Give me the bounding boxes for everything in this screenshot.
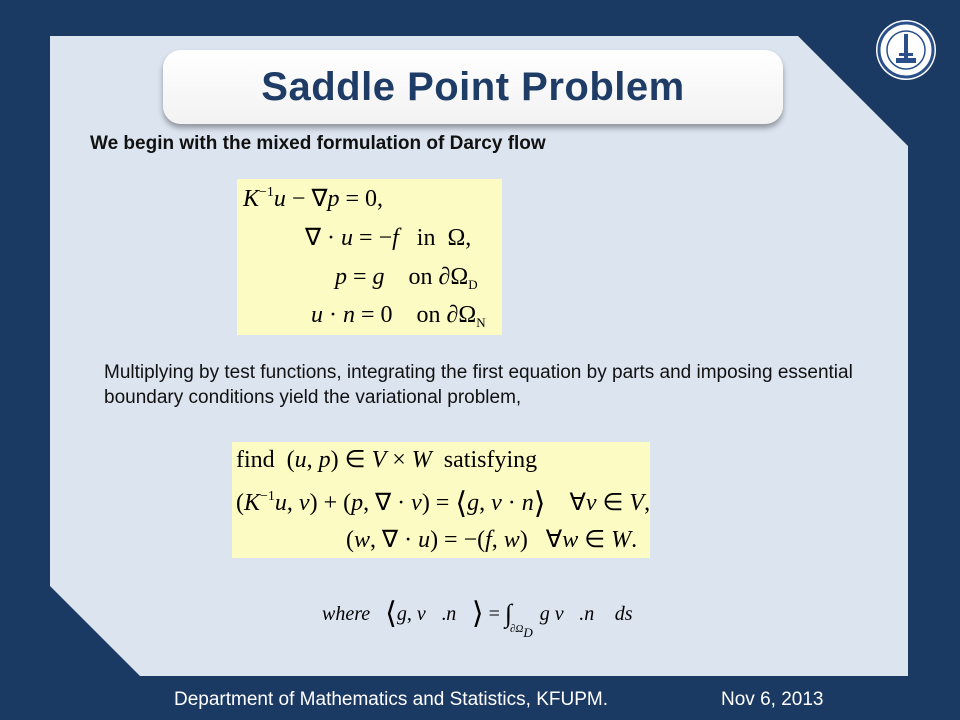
- footer-date: Nov 6, 2013: [721, 689, 824, 710]
- equation-line-1: $K^{-1}u - \nabla p = 0$,: [243, 185, 384, 212]
- content-panel: [50, 36, 908, 676]
- darcy-equations-box: [237, 179, 502, 335]
- equation-line-4: u · n = 0 on $\partial\Omega_N$: [311, 302, 486, 330]
- boundary-integral-definition: where ⟨g, v⃗.n⃗⟩ = $\int_{\partial\Omega_D}$ g v⃗.n⃗ ds: [322, 597, 633, 640]
- equation-line-3: p = g on $\partial\Omega_D$: [335, 264, 478, 292]
- intro-text: We begin with the mixed formulation of Darcy flow: [90, 133, 546, 154]
- university-seal-icon: [874, 18, 938, 82]
- equation-line-2: ∇ · u = −f in Ω,: [305, 225, 472, 251]
- variational-line-1: find (u, p) ∈ V × W satisfying: [236, 447, 538, 473]
- variational-line-2: ($K^{-1}u$, v) + (p, ∇ · v) = ⟨g, v · n⟩ ∀v ∈ V,: [236, 487, 651, 520]
- slide-title: Saddle Point Problem: [261, 64, 685, 109]
- variational-problem-box: [232, 442, 650, 558]
- variational-line-3: (w, ∇ · u) = −(f, w) ∀w ∈ W.: [346, 527, 638, 553]
- title-banner: [163, 50, 783, 124]
- description-paragraph: Multiplying by test functions, integrating the first equation by parts and imposing essential boundary conditions yield the variational problem,: [104, 362, 853, 408]
- footer-department: Department of Mathematics and Statistics, KFUPM.: [174, 689, 608, 710]
